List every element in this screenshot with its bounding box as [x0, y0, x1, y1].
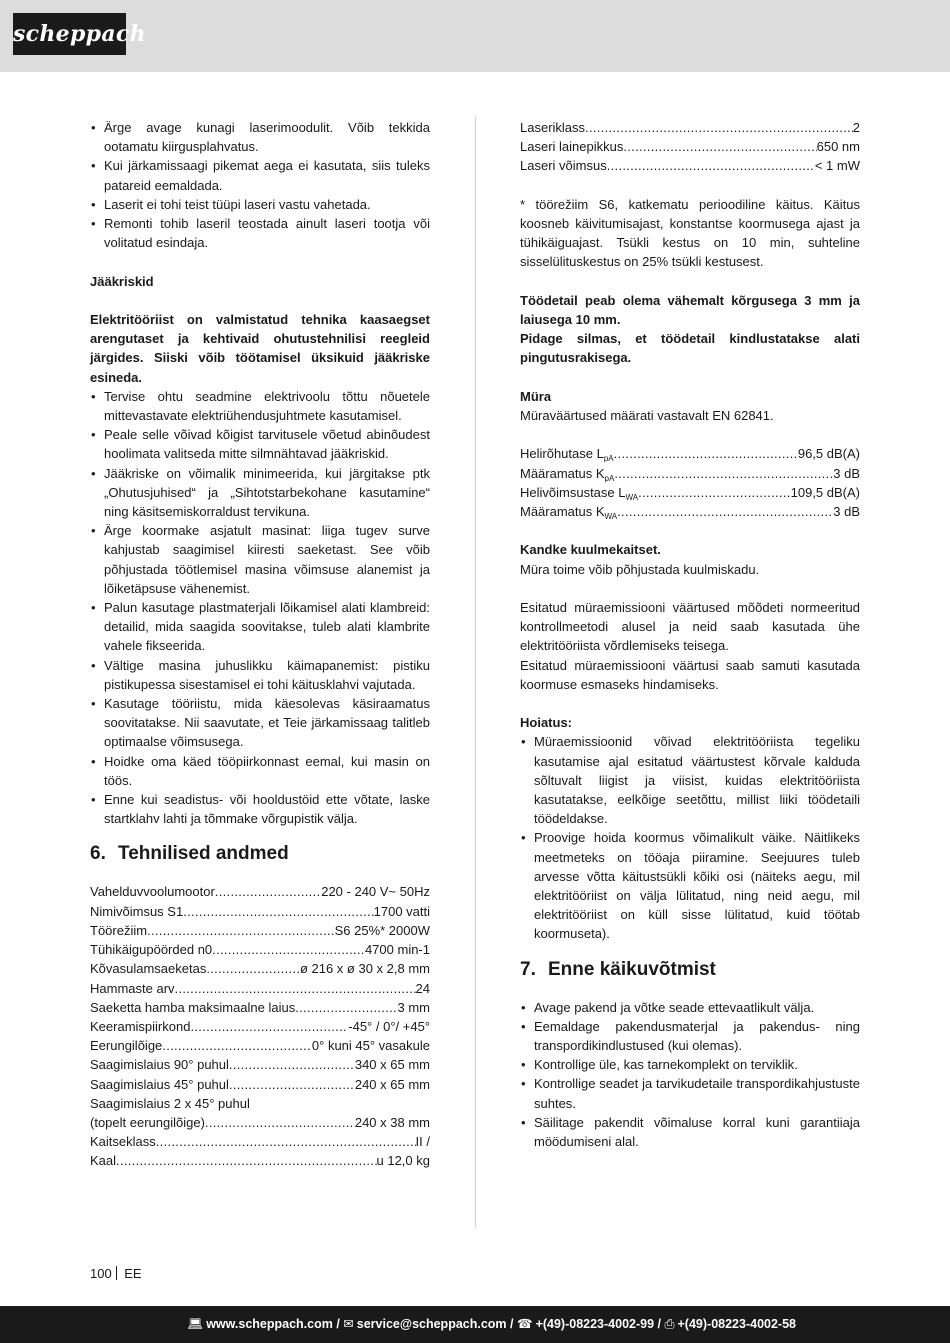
heading-text: Enne käikuvõtmist [548, 958, 716, 980]
spec-row [90, 1075, 430, 1094]
spec-label: Kaal [90, 1153, 117, 1169]
noise-label: Helivõimsustase $L_{WA}$ [520, 484, 639, 502]
phone-icon: ☎ [516, 1317, 533, 1331]
noise-row [520, 502, 860, 521]
noise-value: 3 dB [833, 465, 860, 481]
spec-table [90, 882, 430, 1170]
column-divider [475, 116, 476, 1228]
list-item: • Enne kui seadistus- või hooldustöid ette võtate, laske startklahv lahti ja tõmmake võrgupistik välja. [90, 790, 430, 828]
residual-risk-intro: Elektritööriist on valmistatud tehnika kaasaegset arengutaset ja kehtivaid ohutustehnilisi reegleid järgides. Siiski võib töötamisel üksikuid jääkriske esineda. [90, 312, 430, 385]
spec-row [90, 998, 430, 1017]
spec-value: 0° kuni 45° vasakule [311, 1038, 430, 1054]
spec-label: Vahelduvvoolumootor [90, 884, 215, 900]
list-item: • Säilitage pakendit võimaluse korral kuni garantiiaja möödumiseni alal. [520, 1113, 860, 1151]
spec-row [90, 1055, 430, 1074]
spec-value: II / [415, 1134, 430, 1150]
spec-value: < 1 mW [814, 158, 860, 174]
workpiece-note-2: Pidage silmas, et töödetail kindlustatakse alati pingutusrakisega. [520, 331, 860, 366]
list-item: • Ärge koormake asjatult masinat: liiga tugev surve kahjustab saagimisel kiiresti saeketast. See võib põhjustada töötlemisel masina võimsuse alanemist ja lõiketäpsuse vähenemist. [90, 521, 430, 598]
list-item: • Hoidke oma käed tööpiirkonnast eemal, kui masin on töös. [90, 752, 430, 790]
spec-value: 1700 vatti [373, 903, 430, 919]
footer-web[interactable]: www.scheppach.com / [206, 1317, 340, 1331]
noise-heading: Müra [520, 388, 552, 404]
noise-label: Määramatus $K_{pA}$ [520, 465, 615, 483]
list-item: • Proovige hoida koormus võimalikult väike. Näitlikeks meetmeteks on tööaja piiramine. Seejuures tuleb arvesse võtta käitustsükli kõiki osi (näiteks aegu, mil elektritööriist on välja lülitatud, ning neid aegu, mil elektritööriist on küll sisse lülitatud, kuid töötab koormuseta). [520, 828, 860, 943]
tech-data-heading [90, 842, 430, 866]
spec-row [90, 882, 430, 901]
noise-table [520, 444, 860, 521]
hearing-protection-text: Müra toime võib põhjustada kuulmiskadu. [520, 561, 760, 577]
spec-value: -45° / 0°/ +45° [348, 1018, 430, 1034]
list-item: • Vältige masina juhuslikku käimapanemist: pistiku pistikupessa sisestamisel ei tohi käitusklahvi vajutada. [90, 656, 430, 694]
noise-row [520, 464, 860, 483]
noise-value: 109,5 dB(A) [790, 484, 860, 500]
heading-number: 7. [520, 958, 536, 980]
list-item: • Avage pakend ja võtke seade ettevaatlikult välja. [520, 998, 860, 1017]
laser-safety-list [90, 118, 430, 252]
spec-label: Saagimislaius 45° puhul [90, 1076, 229, 1092]
spec-row [90, 1017, 430, 1036]
spec-value: ø 216 x ø 30 x 2,8 mm [299, 961, 430, 977]
spec-label: Saagimislaius 2 x 45° puhul [90, 1095, 250, 1111]
noise-value: 96,5 dB(A) [797, 446, 860, 462]
spec-label: Tühikäigupöörded n0 [90, 942, 213, 958]
spec-value: 240 x 65 mm [354, 1076, 430, 1092]
spec-label: Eerungilõige [90, 1038, 163, 1054]
spec-label: Laseri lainepikkus [520, 139, 624, 155]
emission-paragraph-2: Esitatud müraemissiooni väärtusi saab samuti kasutada koormuse esmaseks hindamiseks. [520, 657, 860, 692]
list-item: • Kontrollige üle, kas tarnekomplekt on terviklik. [520, 1055, 860, 1074]
page-number-value: 100 [90, 1266, 112, 1281]
laser-spec-table [520, 118, 860, 176]
list-item: • Kasutage tööriistu, mida käesolevas käsiraamatus soovitatakse. Nii saavutate, et Teie järkamissaag talitleb optimaalse võimsusega. [90, 694, 430, 752]
right-column [520, 118, 860, 1151]
list-item: • Eemaldage pakendusmaterjal ja pakendus- ning transpordikindlustused (kui olemas). [520, 1017, 860, 1055]
spec-label: Saagimislaius 90° puhul [90, 1057, 229, 1073]
spec-label: Hammaste arv [90, 980, 175, 996]
spec-value: 3 mm [397, 999, 430, 1015]
spec-value: 4700 min-1 [364, 942, 430, 958]
left-column [90, 118, 430, 1171]
spec-row [520, 118, 860, 137]
spec-value: 240 x 38 mm [354, 1114, 430, 1130]
spec-label: Laseri võimsus [520, 158, 607, 174]
spec-row [90, 1113, 430, 1132]
before-use-heading [520, 958, 860, 982]
spec-row [90, 979, 430, 998]
scheppach-logo: scheppach [13, 13, 126, 55]
spec-row [90, 1132, 430, 1151]
spec-value: u 12,0 kg [376, 1153, 430, 1169]
noise-label: Helirõhutase $L_{pA}$ [520, 446, 614, 464]
page-footer [0, 1306, 950, 1343]
warning-heading: Hoiatus: [520, 715, 572, 731]
spec-value: 24 [415, 980, 430, 996]
residual-risk-list [90, 387, 430, 829]
residual-risk-heading: Jääkriskid [90, 273, 154, 289]
before-use-list [520, 998, 860, 1152]
spec-row [90, 902, 430, 921]
computer-icon: 💻︎ [187, 1317, 204, 1331]
spec-label: (topelt eerungilõige) [90, 1114, 205, 1130]
page-language: EE [124, 1266, 142, 1281]
list-item: • Kui järkamissaagi pikemat aega ei kasutata, siis tuleks patareid eemaldada. [90, 156, 430, 194]
noise-label: Määramatus $K_{WA}$ [520, 504, 618, 521]
spec-value: 220 - 240 V~ 50Hz [321, 884, 430, 900]
noise-row [520, 444, 860, 463]
noise-intro: Müraväärtused määrati vastavalt EN 62841. [520, 408, 774, 423]
fax-icon: ⎙ [664, 1317, 675, 1331]
spec-label: Laseriklass [520, 120, 586, 135]
spec-label: Keeramispiirkond [90, 1018, 191, 1034]
page-number [90, 1265, 142, 1283]
spec-label: Kõvasulamsaeketas [90, 961, 207, 977]
spec-value: 650 nm [816, 139, 860, 155]
noise-row [520, 483, 860, 502]
list-item: • Palun kasutage plastmaterjali lõikamisel alati klambreid: detailid, mida saagida soovitakse, tuleb alati klambrite vahele fikseerida. [90, 598, 430, 656]
heading-text: Tehnilised andmed [118, 843, 289, 865]
spec-label: Saeketta hamba maksimaalne laius [90, 999, 296, 1015]
list-item: • Tervise ohtu seadmine elektrivoolu tõttu nõuetele mittevastavate elektriühendusjuhtmete kasutamisel. [90, 387, 430, 425]
heading-number: 6. [90, 843, 106, 865]
duty-cycle-note: * töörežiim S6, katkematu perioodiline käitus. Käitus koosneb käivitumisajast, konstantse koormusega ajast ja tühikäiguajast. Tsükli kestus on 10 min, suhteline sisselülituskestus on 25% tsükli kestusest. [520, 196, 860, 270]
hearing-protection-heading: Kandke kuulmekaitset. [520, 542, 661, 558]
spec-row [520, 137, 860, 156]
spec-row [90, 1151, 430, 1170]
warning-list [520, 732, 860, 943]
page-header [0, 0, 950, 72]
spec-value: 2 [852, 120, 860, 135]
list-item: • Kontrollige seadet ja tarvikudetaile transpordikahjustuste suhtes. [520, 1074, 860, 1112]
spec-row [90, 1036, 430, 1055]
page-number-divider [116, 1266, 118, 1280]
spec-label: Töörežiim [90, 922, 148, 938]
spec-row [90, 921, 430, 940]
spec-row [90, 940, 430, 959]
list-item: • Jääkriske on võimalik minimeerida, kui järgitakse ptk „Ohutusjuhised“ ja „Sihtotstarbekohane kasutamine“ ning käsitsemiskorraldust tervikuna. [90, 464, 430, 522]
noise-value: 3 dB [833, 504, 860, 519]
workpiece-note-1: Töödetail peab olema vähemalt kõrgusega 3 mm ja laiusega 10 mm. [520, 292, 860, 327]
list-item: • Ärge avage kunagi laserimoodulit. Võib tekkida ootamatu kiirgusplahvatus. [90, 118, 430, 156]
list-item: • Müraemissioonid võivad elektritööriista tegeliku kasutamise ajal esitatud väärtustest kõrvale kalduda sõltuvalt liigist ja viisist, kuidas elektritööriista kasutatakse, eelkõige seetõttu, millist liiki töödetaili töödeldakse. [520, 732, 860, 828]
spec-row [520, 156, 860, 175]
emission-paragraph-1: Esitatud müraemissiooni väärtused mõõdeti normeeritud kontrollmeetodi alusel ja neid saab kasutada ühe elektritööriista võrdlemiseks teisega. [520, 599, 860, 654]
spec-value: 340 x 65 mm [354, 1057, 430, 1073]
footer-mail[interactable]: service@scheppach.com / [356, 1317, 514, 1331]
footer-fax: +(49)-08223-4002-58 [677, 1317, 796, 1331]
list-item: • Remonti tohib laseril teostada ainult laseri tootja või volitatud esindaja. [90, 214, 430, 252]
footer-phone: +(49)-08223-4002-99 / [535, 1317, 661, 1331]
spec-value: S6 25%* 2000W [334, 922, 430, 938]
list-item: • Peale selle võivad kõigist tarvitusele võetud abinõudest hoolimata valitseda mitte silmnähtavad jääkriskid. [90, 425, 430, 463]
mail-icon: ✉ [343, 1317, 354, 1331]
spec-row [90, 959, 430, 978]
list-item: • Laserit ei tohi teist tüüpi laseri vastu vahetada. [90, 195, 430, 214]
spec-label: Kaitseklass [90, 1134, 156, 1150]
spec-label: Nimivõimsus S1 [90, 903, 184, 919]
